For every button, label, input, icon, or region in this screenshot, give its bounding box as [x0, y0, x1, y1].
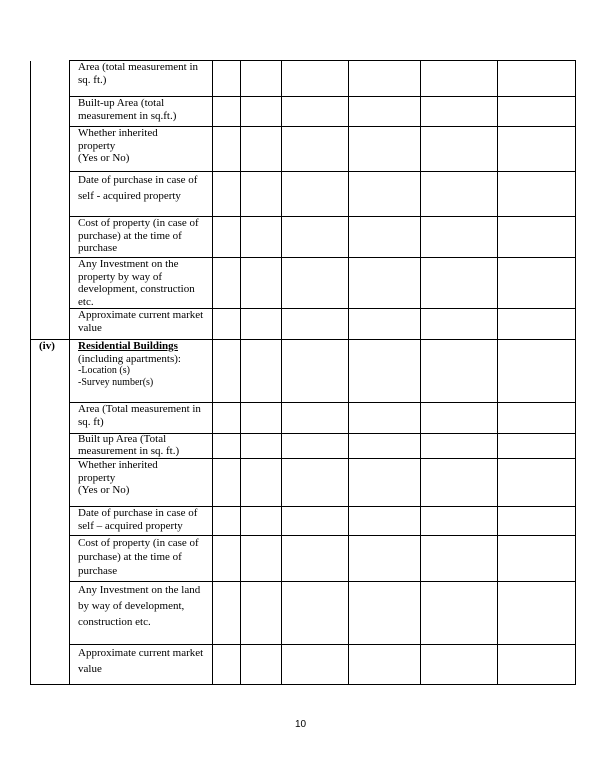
table-row — [31, 536, 576, 582]
section-heading-sub: (including apartments): — [78, 352, 181, 365]
value-cell[interactable] — [213, 340, 241, 403]
value-cell[interactable] — [349, 172, 421, 217]
value-cell[interactable] — [498, 127, 576, 172]
table-row — [31, 309, 576, 340]
row-label-area: Area (total measurement in sq. ft.) — [70, 61, 213, 97]
value-cell[interactable] — [421, 127, 498, 172]
value-cell[interactable] — [498, 97, 576, 127]
table-row — [31, 217, 576, 258]
value-cell[interactable] — [282, 172, 349, 217]
section-heading: Residential Buildings — [78, 340, 178, 352]
label-line: property — [78, 471, 116, 484]
value-cell[interactable] — [421, 172, 498, 217]
value-cell[interactable] — [241, 645, 282, 685]
value-cell[interactable] — [421, 645, 498, 685]
value-cell[interactable] — [282, 582, 349, 645]
value-cell[interactable] — [498, 459, 576, 507]
row-label-investment: Any Investment on the land by way of development, construction etc. — [70, 582, 213, 645]
value-cell[interactable] — [241, 309, 282, 340]
value-cell[interactable] — [421, 459, 498, 507]
heading-item: -Survey number(s) — [78, 377, 154, 388]
row-label-inherited — [70, 459, 213, 507]
table-row — [31, 127, 576, 172]
value-cell[interactable] — [282, 507, 349, 536]
value-cell[interactable] — [349, 97, 421, 127]
value-cell[interactable] — [498, 507, 576, 536]
table-row — [31, 61, 576, 97]
value-cell[interactable] — [213, 258, 241, 309]
value-cell[interactable] — [421, 258, 498, 309]
value-cell[interactable] — [213, 507, 241, 536]
value-cell[interactable] — [241, 127, 282, 172]
value-cell[interactable] — [213, 434, 241, 459]
label-line: property — [78, 139, 116, 152]
value-cell[interactable] — [421, 340, 498, 403]
value-cell[interactable] — [282, 217, 349, 258]
row-label-market-value: Approximate current market value — [70, 309, 213, 340]
value-cell[interactable] — [349, 309, 421, 340]
value-cell[interactable] — [241, 258, 282, 309]
value-cell[interactable] — [349, 258, 421, 309]
table-row — [31, 340, 576, 403]
row-label-date-of-purchase: Date of purchase in case of self - acquired property — [70, 172, 213, 217]
value-cell[interactable] — [213, 217, 241, 258]
heading-item: -Location (s) — [78, 365, 130, 376]
value-cell[interactable] — [213, 536, 241, 582]
value-cell[interactable] — [213, 309, 241, 340]
property-details-table — [30, 60, 576, 685]
value-cell[interactable] — [421, 217, 498, 258]
row-label-cost-of-property: Cost of property (in case of purchase) at the time of purchase — [70, 536, 213, 582]
value-cell[interactable] — [498, 645, 576, 685]
value-cell[interactable] — [498, 172, 576, 217]
value-cell[interactable] — [282, 61, 349, 97]
value-cell[interactable] — [421, 61, 498, 97]
value-cell[interactable] — [349, 536, 421, 582]
table-row — [31, 459, 576, 507]
value-cell[interactable] — [213, 97, 241, 127]
value-cell[interactable] — [241, 536, 282, 582]
row-label-residential-buildings — [70, 340, 213, 403]
row-label-inherited — [70, 127, 213, 172]
label-line: (Yes or No) — [78, 484, 130, 496]
label-line: Whether inherited — [78, 127, 158, 139]
value-cell[interactable] — [241, 172, 282, 217]
value-cell[interactable] — [282, 258, 349, 309]
value-cell[interactable] — [421, 434, 498, 459]
value-cell[interactable] — [213, 403, 241, 434]
row-label-built-up-area: Built up Area (Total measurement in sq. ft.) — [70, 434, 213, 459]
value-cell[interactable] — [349, 127, 421, 172]
row-label-market-value: Approximate current market value — [70, 645, 213, 685]
value-cell[interactable] — [282, 536, 349, 582]
value-cell[interactable] — [349, 61, 421, 97]
value-cell[interactable] — [241, 217, 282, 258]
value-cell[interactable] — [421, 403, 498, 434]
value-cell[interactable] — [282, 127, 349, 172]
value-cell[interactable] — [282, 340, 349, 403]
value-cell[interactable] — [421, 97, 498, 127]
table-row — [31, 97, 576, 127]
table-row — [31, 507, 576, 536]
table-row — [31, 403, 576, 434]
value-cell[interactable] — [282, 459, 349, 507]
table-row — [31, 434, 576, 459]
value-cell[interactable] — [213, 582, 241, 645]
value-cell[interactable] — [241, 97, 282, 127]
value-cell[interactable] — [421, 507, 498, 536]
value-cell[interactable] — [421, 582, 498, 645]
value-cell[interactable] — [241, 61, 282, 97]
value-cell[interactable] — [282, 309, 349, 340]
table-row — [31, 258, 576, 309]
value-cell[interactable] — [349, 340, 421, 403]
value-cell[interactable] — [498, 309, 576, 340]
row-label-area: Area (Total measurement in sq. ft) — [70, 403, 213, 434]
value-cell[interactable] — [498, 536, 576, 582]
value-cell[interactable] — [349, 217, 421, 258]
section-index-cell — [31, 61, 70, 340]
row-label-built-up-area: Built-up Area (total measurement in sq.ft.) — [70, 97, 213, 127]
value-cell[interactable] — [498, 258, 576, 309]
value-cell[interactable] — [213, 459, 241, 507]
table-row — [31, 582, 576, 645]
value-cell[interactable] — [421, 309, 498, 340]
value-cell[interactable] — [282, 403, 349, 434]
value-cell[interactable] — [421, 536, 498, 582]
row-label-cost-of-property: Cost of property (in case of purchase) at the time of purchase — [70, 217, 213, 258]
row-label-date-of-purchase: Date of purchase in case of self – acquired property — [70, 507, 213, 536]
value-cell[interactable] — [241, 507, 282, 536]
row-label-investment: Any Investment on the property by way of development, construction etc. — [70, 258, 213, 309]
value-cell[interactable] — [349, 459, 421, 507]
value-cell[interactable] — [498, 217, 576, 258]
value-cell[interactable] — [213, 172, 241, 217]
value-cell[interactable] — [213, 127, 241, 172]
value-cell[interactable] — [349, 645, 421, 685]
value-cell[interactable] — [213, 61, 241, 97]
value-cell[interactable] — [498, 434, 576, 459]
value-cell[interactable] — [498, 340, 576, 403]
value-cell[interactable] — [241, 582, 282, 645]
value-cell[interactable] — [498, 403, 576, 434]
value-cell[interactable] — [349, 507, 421, 536]
label-line: (Yes or No) — [78, 152, 130, 164]
value-cell[interactable] — [498, 61, 576, 97]
table-row — [31, 172, 576, 217]
page-number: 10 — [294, 719, 307, 730]
value-cell[interactable] — [213, 645, 241, 685]
value-cell[interactable] — [349, 582, 421, 645]
value-cell[interactable] — [241, 403, 282, 434]
value-cell[interactable] — [498, 582, 576, 645]
label-line: Whether inherited — [78, 459, 158, 471]
value-cell[interactable] — [282, 434, 349, 459]
value-cell[interactable] — [241, 340, 282, 403]
value-cell[interactable] — [241, 459, 282, 507]
value-cell[interactable] — [282, 97, 349, 127]
value-cell[interactable] — [241, 434, 282, 459]
value-cell[interactable] — [349, 434, 421, 459]
value-cell[interactable] — [282, 645, 349, 685]
value-cell[interactable] — [349, 403, 421, 434]
section-index-cell: (iv) — [31, 340, 70, 685]
table-row — [31, 645, 576, 685]
